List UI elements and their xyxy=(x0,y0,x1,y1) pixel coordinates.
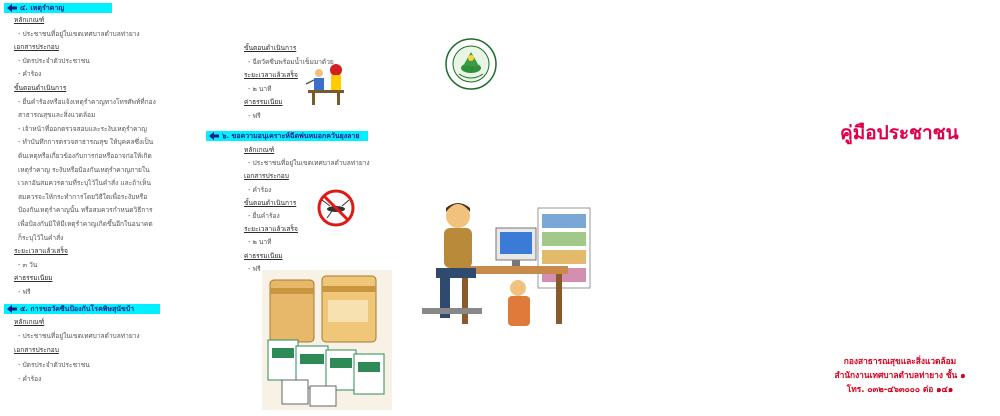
subheading: หลักเกณฑ์ xyxy=(14,16,45,24)
list-item: - คำร้อง xyxy=(248,185,272,194)
chemical-products-image xyxy=(262,270,392,410)
panel-middle xyxy=(200,0,400,416)
list-item: - ฉีดวัคซีนพร้อมน้ำเข็มมาด้วย xyxy=(248,57,334,66)
section-6-title: ๖. ขอความอนุเคราะห์ฉีดพ่นหมอกควันยุงลาย xyxy=(222,132,360,140)
municipal-seal-icon xyxy=(445,38,497,90)
office-worker-illustration xyxy=(418,168,596,336)
subheading: ระยะเวลาแล้วเสร็จ xyxy=(14,247,68,256)
list-item: - ยื่นคำร้อง xyxy=(248,212,280,220)
subheading: ขั้นตอนดำเนินการ xyxy=(14,84,67,92)
arrow-icon xyxy=(7,4,17,12)
list-item: - คำร้อง xyxy=(18,374,42,383)
section-4-header xyxy=(4,3,112,13)
list-item: - เจ้าหน้าที่ออกตรวจสอบและระงับเหตุรำคาญ xyxy=(18,124,147,133)
list-item: เพื่อป้องกันมิให้มีเหตุรำคาญเกิดขึ้นอีกในอนาคต xyxy=(18,220,153,228)
section-5-header xyxy=(4,304,160,314)
footer-office: สำนักงานเทศบาลตำบลท่ายาง ชั้น ๑ xyxy=(834,370,966,380)
list-item: เวลาอันสมควรตามที่ระบุไว้ในคำสั่ง และถ้าเห็น xyxy=(18,179,151,188)
list-item: - ทำบันทึกการตรวจสาธารณสุข ให้บุคคลซึ่งเป็น xyxy=(18,138,154,147)
subheading: ค่าธรรมเนียม xyxy=(244,98,283,106)
subheading: ค่าธรรมเนียม xyxy=(14,274,53,283)
subheading: ขั้นตอนดำเนินการ xyxy=(244,44,297,52)
list-item: - ประชาชนที่อยู่ในเขตเทศบาลตำบลท่ายาง xyxy=(18,29,140,38)
no-mosquito-icon xyxy=(316,188,356,228)
list-item: ป้องกันเหตุรำคาญนั้น หรือสมควรกำหนดวิธีการ xyxy=(18,206,153,215)
footer-department: กองสาธารณสุขและสิ่งแวดล้อม xyxy=(843,356,957,366)
subheading: ระยะเวลาแล้วเสร็จ xyxy=(244,71,298,79)
panel-left xyxy=(0,0,200,416)
list-item: - ฟรี xyxy=(248,111,261,120)
subheading: เอกสารประกอบ xyxy=(14,346,59,355)
list-item: เหตุรำคาญ ระงับหรือป้องกันเหตุรำคาญภายใน xyxy=(18,165,150,174)
section-4-title: ๔. เหตุรำคาญ xyxy=(20,4,65,12)
list-item: - ๒ นาที xyxy=(248,84,272,93)
page-title: คู่มือประชาชน xyxy=(840,122,959,144)
list-item: - ฟรี xyxy=(248,264,261,273)
subheading: ขั้นตอนดำเนินการ xyxy=(244,198,297,207)
list-item: - บัตรประจำตัวประชาชน xyxy=(18,360,90,369)
subheading: หลักเกณฑ์ xyxy=(14,318,45,326)
list-item: ก็ระบุไว้ในคำสั่ง xyxy=(18,233,64,242)
list-item: - ๓ วัน xyxy=(18,260,38,269)
list-item: - ประชาชนที่อยู่ในเขตเทศบาลตำบลท่ายาง xyxy=(248,159,370,168)
subheading: เอกสารประกอบ xyxy=(244,172,289,181)
subheading: หลักเกณฑ์ xyxy=(244,146,275,154)
list-item: - ยื่นคำร้องหรือแจ้งเหตุรำคาญทางโทรศัพท์ที่กอง xyxy=(18,97,156,106)
list-item: - ฟรี xyxy=(18,288,31,296)
subheading: ระยะเวลาแล้วเสร็จ xyxy=(244,225,298,234)
list-item: สมควรจะให้กระทำการโดยวิธีใดเพื่อระงับหรือ xyxy=(18,192,148,201)
list-item: - ๒ นาที xyxy=(248,238,272,247)
list-item: - ประชาชนที่อยู่ในเขตเทศบาลตำบลท่ายาง xyxy=(18,332,140,341)
list-item: ต้นเหตุหรือเกี่ยวข้องกับการก่อหรืออาจก่อให้เกิด xyxy=(18,152,152,160)
section-6-header xyxy=(206,131,368,141)
section-5-title: ๕. การขอวัคซีนป้องกันโรคพิษสุนัขบ้า xyxy=(20,305,135,313)
list-item: สาธารณสุขและสิ่งแวดล้อม xyxy=(18,111,96,120)
list-item: - บัตรประจำตัวประชาชน xyxy=(18,56,90,65)
list-item: - คำร้อง xyxy=(18,70,42,79)
arrow-icon xyxy=(7,305,17,313)
arrow-icon xyxy=(209,132,219,140)
footer-phone: โทร. ๐๓๒-๔๖๓๐๐๐ ต่อ ๑๔๑ xyxy=(846,384,954,394)
subheading: เอกสารประกอบ xyxy=(14,43,59,52)
subheading: ค่าธรรมเนียม xyxy=(244,251,283,260)
sprayer-illustration xyxy=(304,62,350,106)
panel-cover xyxy=(400,0,966,416)
